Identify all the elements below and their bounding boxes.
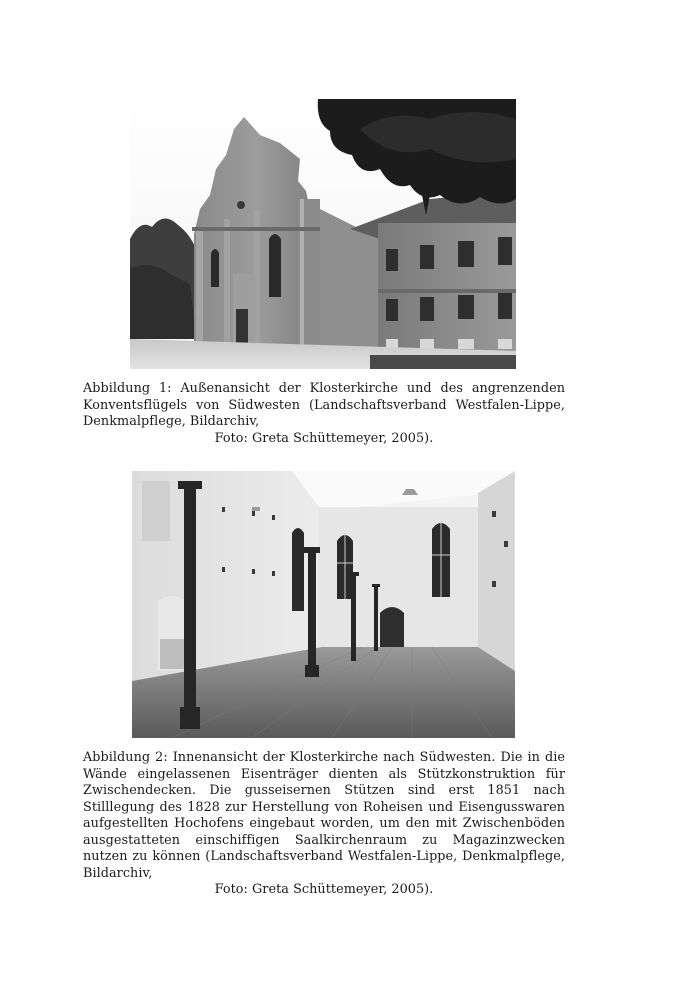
- figure-1-caption: [83, 381, 565, 447]
- figure-2-caption: [83, 750, 565, 899]
- exterior-church-photo: [130, 99, 516, 369]
- figure-2-caption-text: Abbildung 2: Innenansicht der Klosterkirche nach Südwesten. Die in die Wände eingelassenen Eisenträger dienten als Stützkonstruktion für Zwischendecken. Die gusseisernen Stützen sind erst 1851 nach Stilllegung des 1828 zur Herstellung von Roheisen und Eisengusswaren aufgestellten Hochofens eingebaut worden, um den mit Zwischenböden ausgestatteten einschiffigen Saalkirchenraum zu Magazinzwecken nutzen zu können (Landschaftsverband Westfalen-Lippe, Denkmalpflege, Bildarchiv,: [83, 750, 565, 881]
- interior-church-photo: [132, 471, 515, 738]
- figure-1-photo-credit: Foto: Greta Schüttemeyer, 2005).: [214, 430, 434, 446]
- figure-2-photo-credit: Foto: Greta Schüttemeyer, 2005).: [214, 882, 434, 897]
- figure-2-photo: [132, 471, 515, 738]
- figure-1-photo: [130, 99, 516, 369]
- figure-1-caption-text: Abbildung 1: Außenansicht der Klosterkirche und des angrenzenden Konventsflügels von Südwesten (Landschaftsverband Westfalen-Lippe, Denkmalpflege, Bildarchiv,: [83, 381, 565, 429]
